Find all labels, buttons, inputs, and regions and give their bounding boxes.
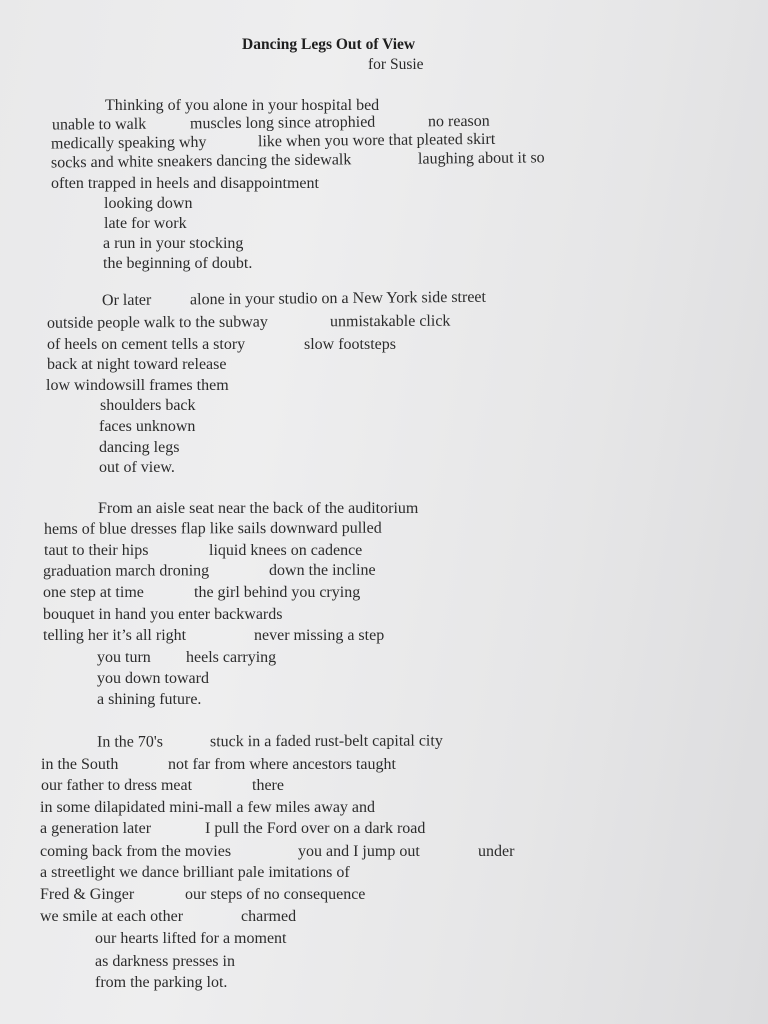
poem-line [0, 799, 768, 817]
poem-line-segment: of heels on cement tells a story [47, 336, 246, 353]
poem-line [0, 459, 768, 477]
poem-line-segment: our father to dress meat [41, 777, 193, 794]
poem-line [0, 756, 768, 774]
poem-line-segment: like when you wore that pleated skirt [257, 130, 496, 151]
poem-line-segment: muscles long since atrophied [189, 113, 376, 133]
poem-line-segment: Or later [101, 291, 152, 310]
poem-line [0, 670, 768, 688]
poem-line-segment: laughing about it so [417, 149, 545, 168]
poem-line-segment: hems of blue dresses flap like sails downward pulled [43, 519, 382, 538]
poem-dedication: for Susie [368, 56, 424, 73]
poem-line-segment: outside people walk to the subway [46, 313, 268, 332]
poem-line-segment: liquid knees on cadence [209, 542, 363, 559]
poem-line-segment: faces unknown [99, 418, 196, 435]
poem-line [0, 886, 768, 904]
poem-line-segment: stuck in a faded rust-belt capital city [209, 732, 443, 751]
poem-line-segment: medically speaking why [50, 133, 207, 153]
poem-line-segment: unable to walk [51, 115, 147, 134]
poem-line [0, 691, 768, 709]
poem-line-segment: you turn [97, 649, 151, 666]
poem-line-segment: alone in your studio on a New York side street [189, 288, 487, 309]
poem-line-segment: often trapped in heels and disappointment [51, 175, 319, 192]
poem-title: Dancing Legs Out of View [242, 36, 416, 53]
poem-line-segment: a run in your stocking [103, 235, 244, 252]
poem-line-segment: in the South [41, 756, 119, 773]
poem-line-segment: a streetlight we dance brilliant pale imitations of [40, 864, 350, 881]
poem-line-segment: slow footsteps [304, 336, 396, 353]
poem-line-segment: our steps of no consequence [185, 886, 366, 903]
poem-line [0, 843, 768, 861]
poem-line [0, 356, 768, 374]
poem-line-segment: a shining future. [97, 691, 202, 708]
poem-line [0, 518, 768, 539]
poem-line-segment: heels carrying [186, 649, 277, 666]
poem-line [0, 397, 768, 415]
poem-line-segment: not far from where ancestors taught [168, 756, 396, 773]
poem-line [0, 908, 768, 926]
poem-line [0, 731, 768, 752]
poem-line-segment: I pull the Ford over on a dark road [205, 820, 426, 837]
poem-line-segment: shoulders back [100, 397, 196, 414]
poem-line [0, 864, 768, 882]
poem-line-segment: never missing a step [254, 627, 385, 644]
poem-line-segment: late for work [104, 215, 187, 232]
poem-line [0, 627, 768, 645]
poem-line-segment: unmistakable click [329, 312, 451, 331]
poem-line [0, 235, 768, 253]
poem-line-segment: from the parking lot. [95, 974, 228, 991]
poem-line [0, 500, 768, 518]
poem-line [0, 649, 768, 667]
poem-line [0, 953, 768, 971]
poem-line [0, 606, 768, 624]
poem-line-segment: From an aisle seat near the back of the auditorium [98, 500, 419, 517]
poem-line [0, 286, 768, 311]
poem-line-segment: In the 70's [96, 733, 164, 751]
poem-line [0, 255, 768, 273]
poem-line [0, 542, 768, 560]
poem-line [0, 195, 768, 213]
poem-line-segment: our hearts lifted for a moment [95, 930, 287, 947]
poem-line-segment: as darkness presses in [95, 953, 235, 970]
poem-line-segment: under [478, 843, 515, 860]
poem-line-segment: Fred & Ginger [40, 886, 135, 903]
poem-line-segment: you and I jump out [298, 843, 420, 860]
poem-line-segment: out of view. [99, 459, 175, 476]
poem-line-segment: charmed [241, 908, 297, 925]
poem-line [0, 777, 768, 795]
poem-line-segment: no reason [427, 112, 490, 131]
poem-line-segment: down the incline [268, 561, 376, 580]
poem-line [0, 439, 768, 457]
poem-line-segment: the beginning of doubt. [103, 255, 253, 272]
poem-line-segment: you down toward [97, 670, 209, 687]
poem-line-segment: taut to their hips [44, 542, 149, 559]
poem-line [0, 584, 768, 602]
poem-line-segment: graduation march droning [42, 562, 210, 580]
poem-line [0, 215, 768, 233]
poem-line-segment: bouquet in hand you enter backwards [43, 606, 283, 623]
poem-line-segment: looking down [104, 195, 193, 212]
poem-line-segment: Thinking of you alone in your hospital bed [105, 97, 380, 114]
poem-line-segment: telling her it’s all right [43, 627, 187, 644]
poem-line-segment: one step at time [43, 584, 144, 601]
poem-line-segment: dancing legs [99, 439, 180, 456]
poem-line-segment: socks and white sneakers dancing the sidewalk [50, 151, 352, 172]
poem-line-segment: a generation later [40, 820, 152, 837]
poem-line-segment: low windowsill frames them [46, 377, 229, 394]
poem-line [0, 336, 768, 354]
poem-line [0, 175, 768, 193]
poem-line-segment: in some dilapidated mini-mall a few miles away and [40, 799, 376, 816]
poem-line-segment: we smile at each other [40, 908, 184, 925]
poem-line-segment: back at night toward release [47, 356, 227, 373]
poem-line-segment: the girl behind you crying [194, 584, 361, 601]
poem-line-segment: there [252, 777, 284, 794]
poem-line [0, 930, 768, 948]
poem-line [0, 974, 768, 992]
poem-line [0, 311, 768, 333]
poem-line [0, 820, 768, 838]
poem-line [0, 418, 768, 436]
poem-line [0, 377, 768, 395]
poem-line [0, 560, 768, 581]
poem-line-segment: coming back from the movies [40, 843, 232, 860]
